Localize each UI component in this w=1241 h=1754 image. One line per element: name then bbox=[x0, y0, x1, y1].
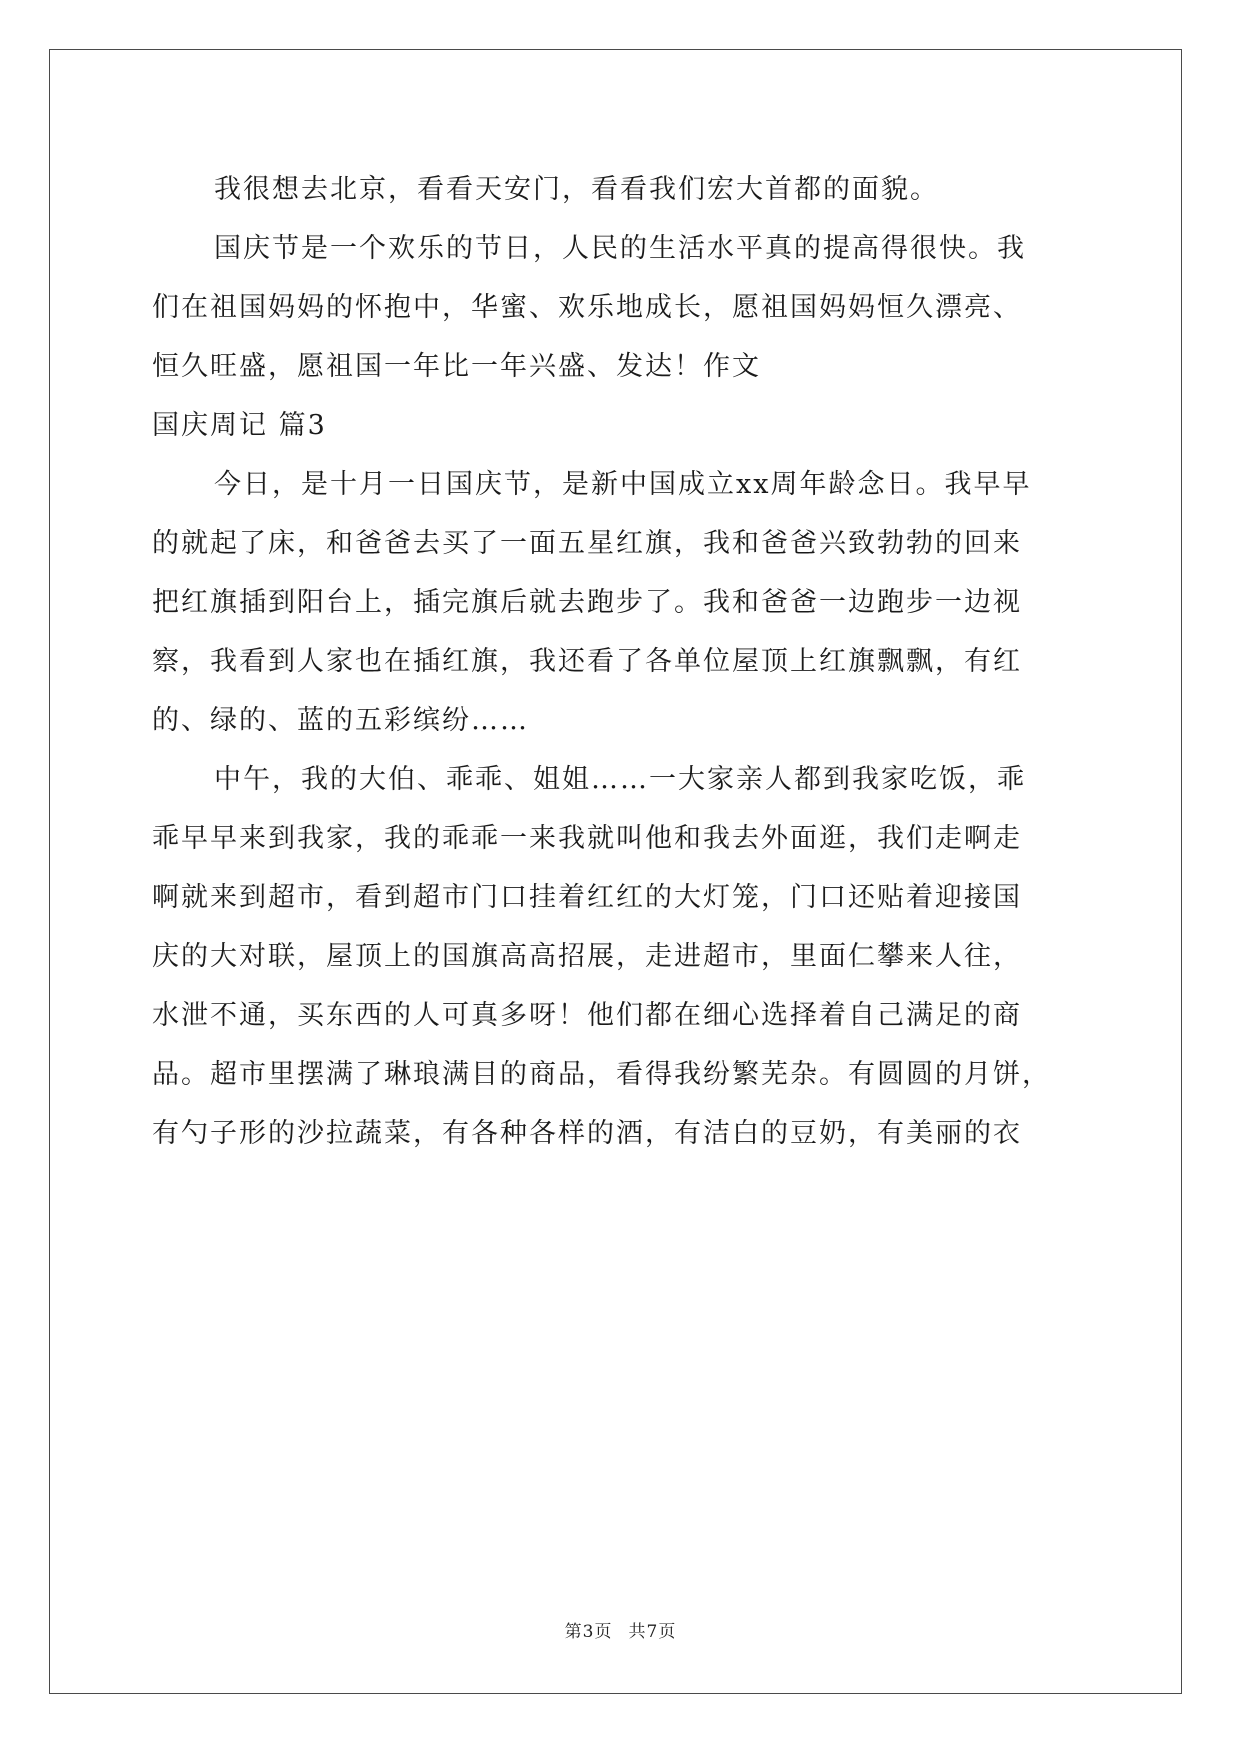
paragraph-line: 品。超市里摆满了琳琅满目的商品，看得我纷繁芜杂。有圆圆的月饼， bbox=[152, 1059, 1051, 1090]
paragraph-line: 有勺子形的沙拉蔬菜，有各种各样的酒，有洁白的豆奶，有美丽的衣 bbox=[152, 1118, 1022, 1149]
paragraph-line: 乖早早来到我家，我的乖乖一来我就叫他和我去外面逛，我们走啊走 bbox=[152, 823, 1022, 854]
page-number: 第3页 bbox=[564, 1622, 613, 1642]
page-total: 共7页 bbox=[628, 1622, 677, 1642]
paragraph-line: 庆的大对联，屋顶上的国旗高高招展，走进超市，里面仁攀来人往， bbox=[152, 941, 1022, 972]
paragraph-line: 国庆节是一个欢乐的节日，人民的生活水平真的提高得很快。我 bbox=[214, 233, 1026, 264]
page-footer bbox=[0, 1617, 1241, 1642]
paragraph-line: 今日，是十月一日国庆节，是新中国成立xx周年龄念日。我早早 bbox=[214, 469, 1032, 500]
paragraph-line: 把红旗插到阳台上，插完旗后就去跑步了。我和爸爸一边跑步一边视 bbox=[152, 587, 1022, 618]
paragraph-line: 恒久旺盛，愿祖国一年比一年兴盛、发达！作文 bbox=[152, 351, 761, 382]
paragraph-line: 中午，我的大伯、乖乖、姐姐……一大家亲人都到我家吃饭，乖 bbox=[214, 764, 1026, 795]
section-heading: 国庆周记 篇3 bbox=[152, 410, 327, 441]
paragraph-line: 察，我看到人家也在插红旗，我还看了各单位屋顶上红旗飘飘，有红 bbox=[152, 646, 1022, 677]
document-body bbox=[152, 160, 1097, 1163]
paragraph-line: 的就起了床，和爸爸去买了一面五星红旗，我和爸爸兴致勃勃的回来 bbox=[152, 528, 1022, 559]
paragraph-line: 水泄不通，买东西的人可真多呀！他们都在细心选择着自己满足的商 bbox=[152, 1000, 1022, 1031]
paragraph-line: 们在祖国妈妈的怀抱中，华蜜、欢乐地成长，愿祖国妈妈恒久漂亮、 bbox=[152, 292, 1022, 323]
paragraph-line: 的、绿的、蓝的五彩缤纷…… bbox=[152, 705, 529, 736]
paragraph-line: 啊就来到超市，看到超市门口挂着红红的大灯笼，门口还贴着迎接国 bbox=[152, 882, 1022, 913]
paragraph-line: 我很想去北京，看看天安门，看看我们宏大首都的面貌。 bbox=[214, 174, 939, 205]
